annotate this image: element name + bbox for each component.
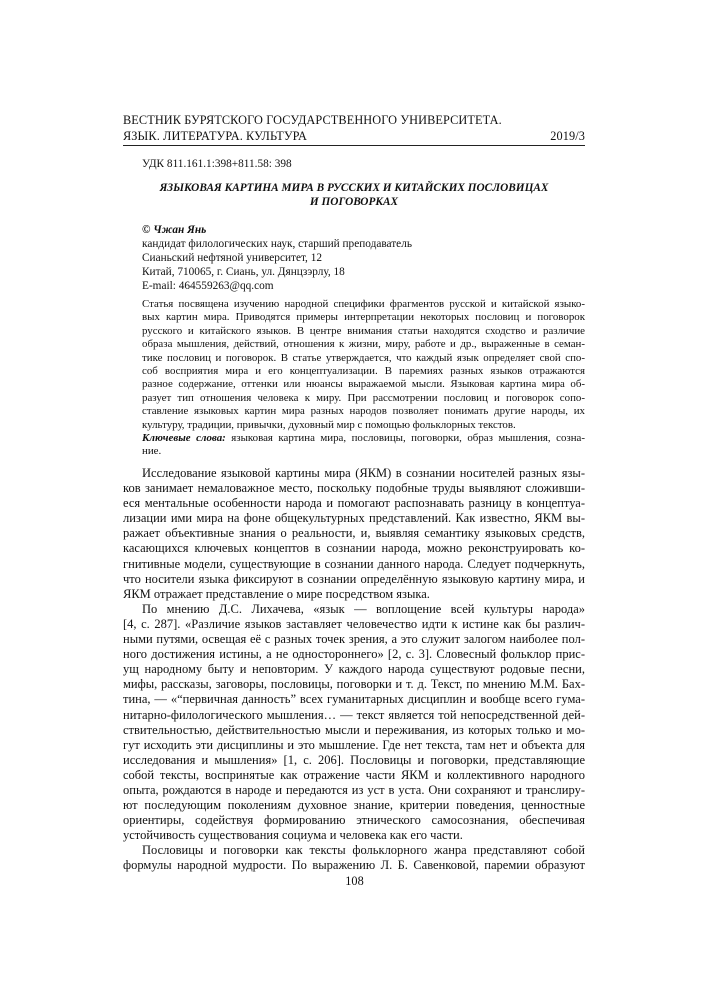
body-line: устойчивость существования социума и человека как его части. [123, 828, 463, 843]
abstract-line: вых картин мира. Приводятся примеры интерпретации некоторых пословиц и поговорок [142, 311, 585, 324]
body-line: исследования и мышления» [1, с. 206]. Пословицы и поговорки, представляющие [123, 752, 585, 767]
author-affiliation: Сианьский нефтяной университет, 12 [142, 252, 322, 264]
keywords-line: ние. [142, 445, 162, 458]
page-number: 108 [345, 874, 364, 888]
body-line: [4, с. 287]. «Различие языков заставляет человечество идти к истине как бы различ- [123, 616, 585, 631]
article-title [123, 181, 585, 209]
body-line: ущ народному быту и неповторим. У каждого народа существуют родовые песни, [123, 662, 585, 677]
keywords-text: языковая картина мира, пословицы, поговорки, образ мышления, созна- [225, 432, 585, 445]
body-line: ными путями, освещая её с разных точек зрения, а это служит залогом наиболее пол- [123, 632, 585, 647]
body-line: собой тексты, воспринятые как отражение части ЯКМ и коллективного народного [123, 767, 585, 782]
body-line: ков занимает немаловажное место, поскольку подобные труды выявляют сложивши- [123, 481, 585, 496]
abstract-line: тике пословиц и поговорок. В статье утверждается, что каждый язык определяет свой спо- [142, 351, 585, 364]
author-email: E-mail: 464559263@qq.com [142, 280, 274, 292]
abstract-line: Статья посвящена изучению народной специфики фрагментов русской и китайской языко- [142, 298, 585, 310]
body-line: Исследование языковой картины мира (ЯКМ) в сознании носителей разных язы- [142, 466, 585, 480]
keywords-line [142, 432, 585, 445]
abstract-line: разное содержание, оттенки или нюансы выражаемой мысли. Языковая картина мира об- [142, 378, 585, 391]
running-header [123, 112, 585, 144]
abstract-line: разует тип отношения человека к миру. При рассмотрении пословиц и поговорок сопо- [142, 391, 585, 404]
body-line: ориентиры, содействуя формированию этнического самосознания, обеспечивая [123, 813, 585, 828]
body-line: тина, — «“первичная данность” всех гуманитарных дисциплин и вообще всего гума- [123, 692, 585, 707]
article-title-line: И ПОГОВОРКАХ [309, 196, 399, 208]
author-name: © Чжан Янь [142, 224, 207, 236]
body-line: ют последующим поколениям духовное знание, критерии поведения, ценностные [123, 798, 585, 813]
abstract [142, 298, 585, 459]
body-line: опыта, рождаются в народе и передаются из уст в уста. Они сохраняют и транслиру- [123, 782, 585, 797]
body-line: ЯКМ отражает представление о мире посредством языка. [123, 586, 430, 601]
udk-code: УДК 811.161.1:398+811.58: 398 [142, 158, 292, 170]
body-line: что носители языка фиксируют в сознании определённую языковую картину мира, и [123, 571, 585, 586]
header-rule [123, 145, 585, 146]
body-line: лизации ими мира на фоне общекультурных представлений. Как известно, ЯКМ вы- [123, 511, 585, 526]
body-line: ного достижения истины, а не одностороннего» [2, с. 3]. Словесный фольклор прис- [123, 647, 585, 662]
author-position: кандидат филологических наук, старший преподаватель [142, 238, 412, 250]
body-line: нитарно-филологического мышления… — текст является той непосредственной дей- [123, 707, 585, 722]
author-block [142, 223, 585, 293]
body-line: гнитивные модели, существующие в сознании данного народа. Следует подчеркнуть, [123, 556, 585, 571]
body-line: Пословицы и поговорки как тексты фольклорного жанра представляют собой [142, 843, 585, 858]
body-line: касающихся ключевых концептов в сознании народа, можно реконструировать ко- [123, 541, 585, 556]
abstract-line: ставление языковых картин мира разных народов позволяет понимать другие народы, их [142, 405, 585, 418]
article-title-line: ЯЗЫКОВАЯ КАРТИНА МИРА В РУССКИХ И КИТАЙСКИХ ПОСЛОВИЦАХ [159, 182, 549, 194]
abstract-line: соб восприятия мира и его концептуализации. В паремиях разных языков отражаются [142, 365, 585, 378]
body-line: мифы, рассказы, заговоры, пословицы, поговорки и т. д. Текст, по мнению М.М. Бах- [123, 677, 585, 692]
abstract-line: русского и китайского языков. В центре внимания статьи находятся сходство и различие [142, 324, 585, 337]
body-line: ражает объективные знания о реальности, и, выявляя семантику языковых средств, [123, 526, 585, 541]
journal-title-line2: ЯЗЫК. ЛИТЕРАТУРА. КУЛЬТУРА [123, 129, 307, 143]
body-line: формулы народной мудрости. По выражению Л. Б. Савенковой, паремии образуют [123, 858, 585, 873]
keywords-label: Ключевые слова: [142, 432, 226, 445]
body-line: еся ментальные особенности народа и помогают распознавать разницу в концептуа- [123, 496, 585, 511]
abstract-line: культуру, традиции, привычки, духовный мир с помощью фольклорных текстов. [142, 418, 516, 431]
body-line: гут исходить эти дисциплины и это мышление. Где нет текста, там нет и объекта для [123, 737, 585, 752]
abstract-line: образа мышления, действий, отношения к жизни, миру, работе и др., выраженные в семан- [142, 338, 585, 351]
body-line: По мнению Д.С. Лихачева, «язык — воплощение всей культуры народа» [142, 601, 585, 616]
journal-title-line1: ВЕСТНИК БУРЯТСКОГО ГОСУДАРСТВЕННОГО УНИВЕРСИТЕТА. [123, 113, 502, 127]
issue-number: 2019/3 [550, 129, 585, 143]
body-line: ствительностью, действительностью мысли и переживания, из которых только и мо- [123, 722, 585, 737]
article-body [123, 466, 585, 874]
author-address: Китай, 710065, г. Сиань, ул. Дянцзэрлу, 18 [142, 266, 345, 278]
